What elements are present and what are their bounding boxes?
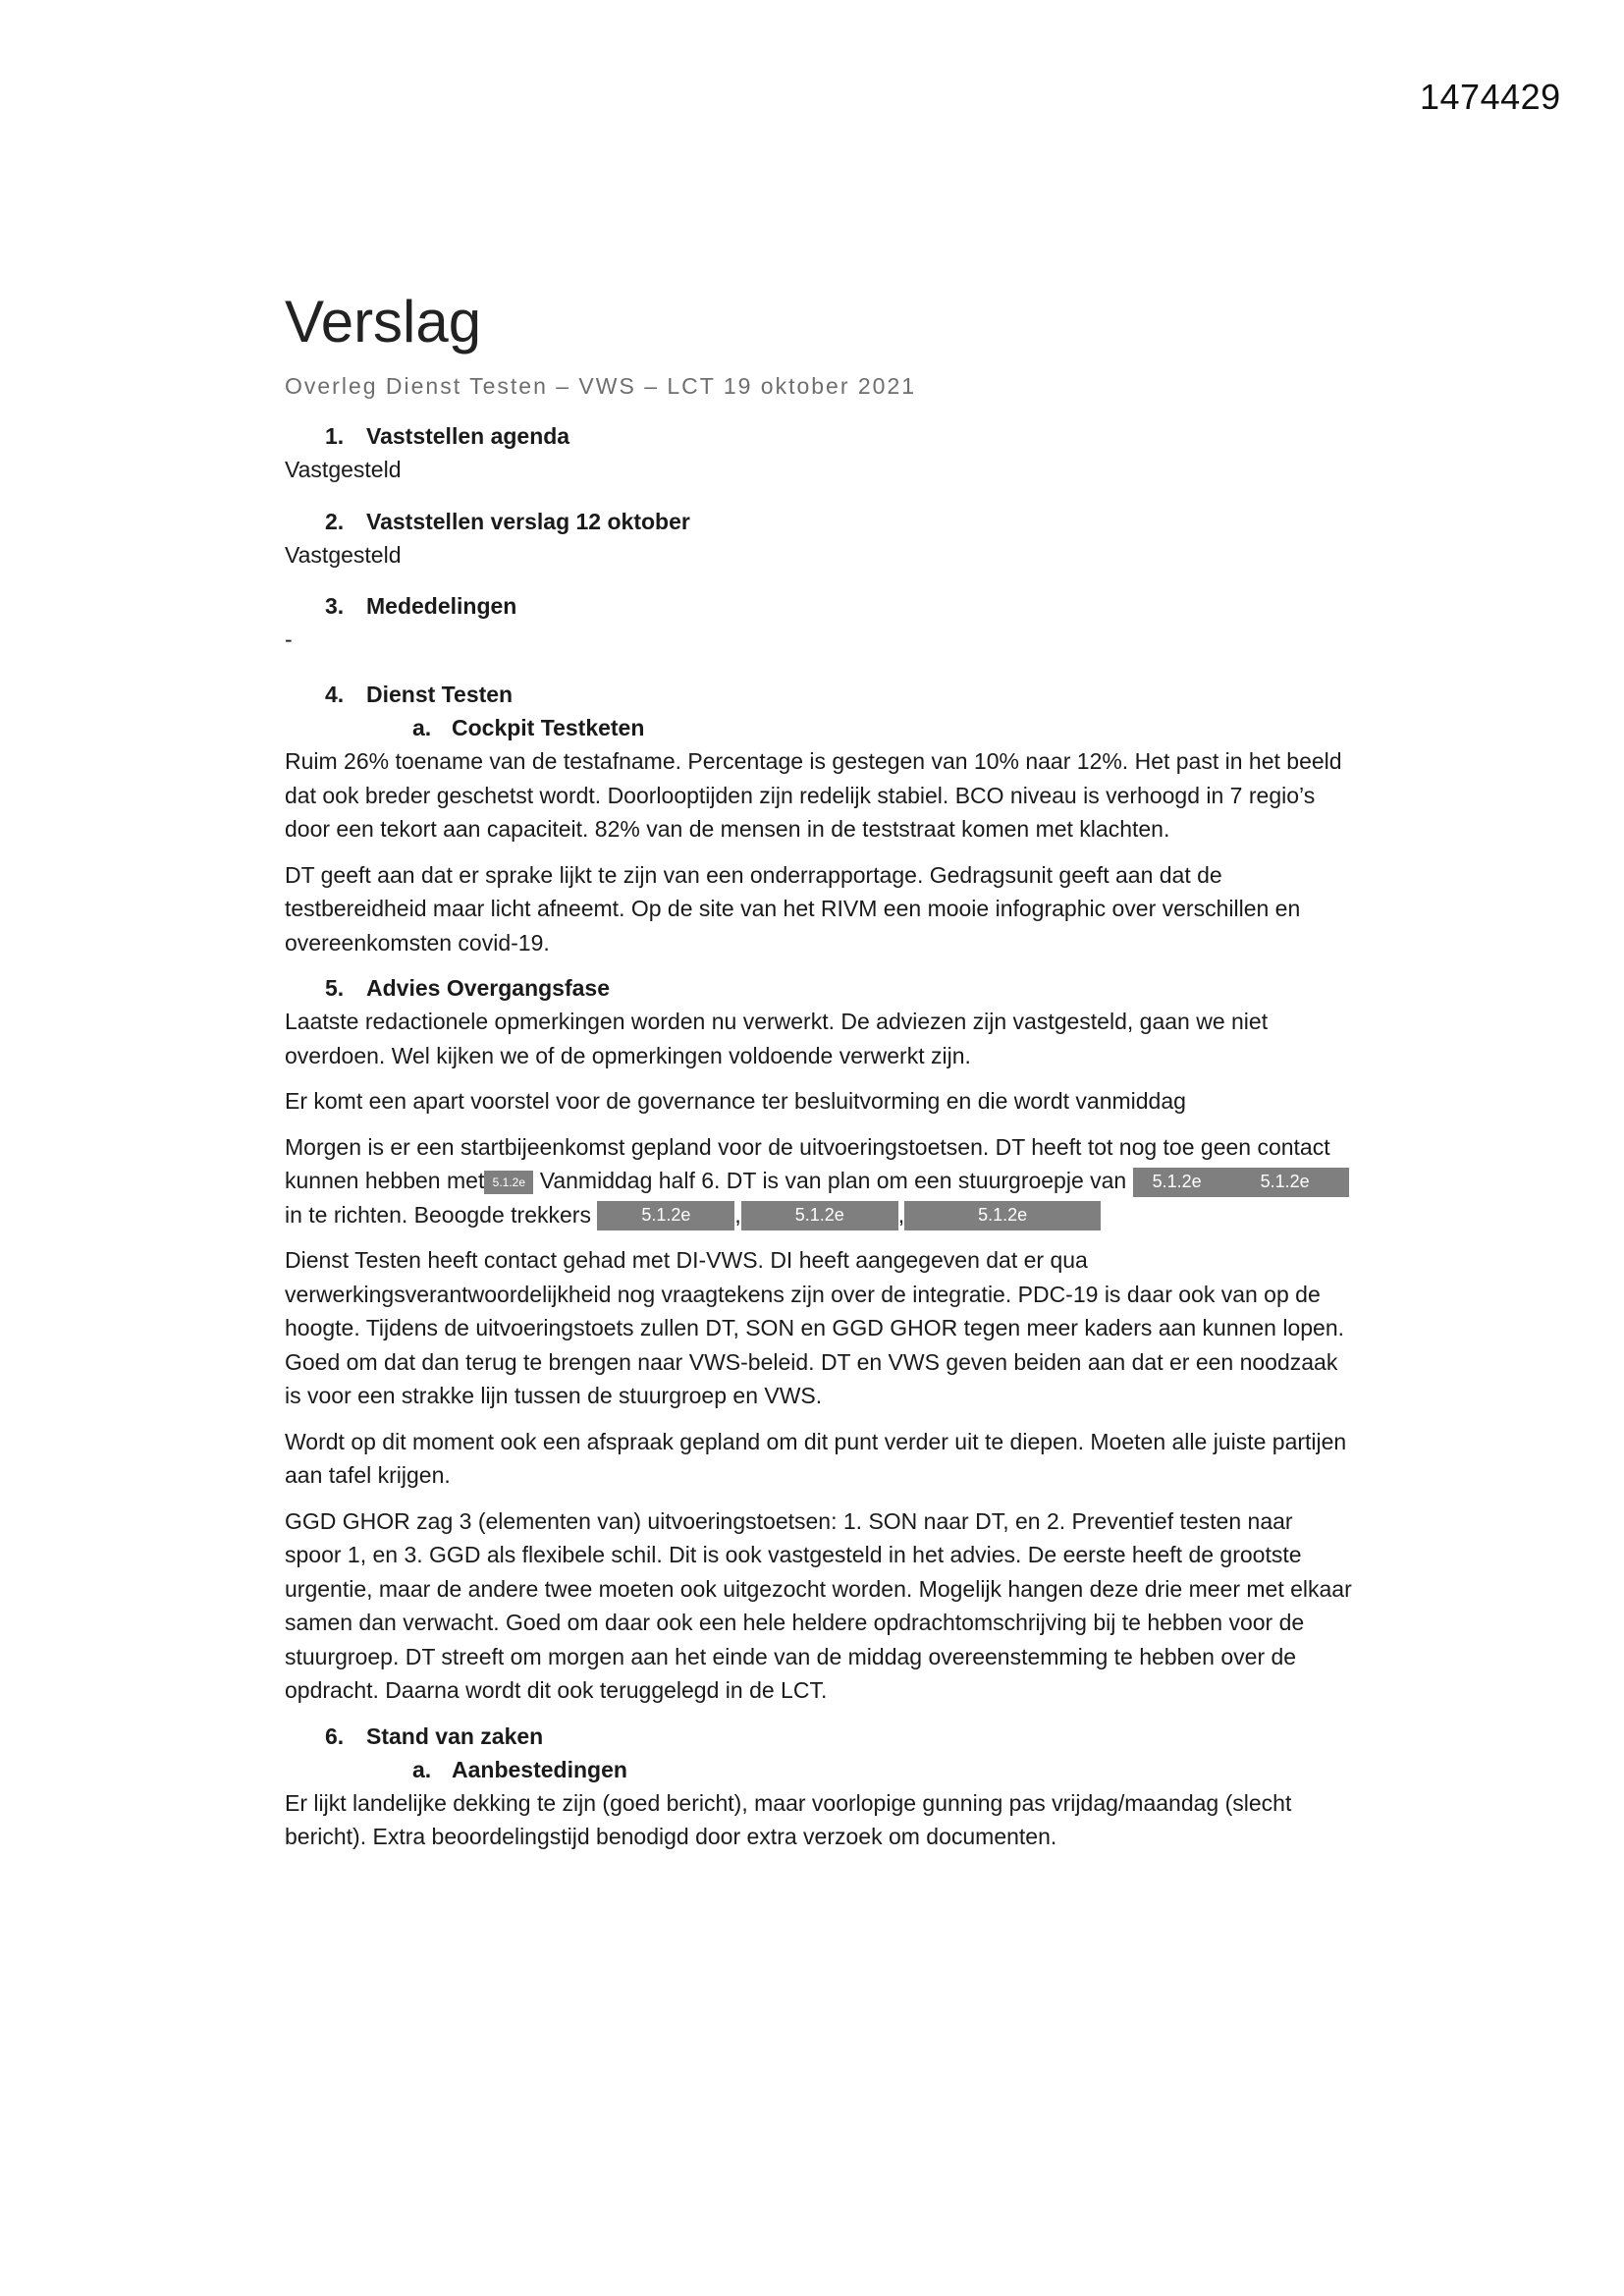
section-title: Vaststellen agenda [366,423,570,449]
redaction-box: 5.1.2e [597,1201,734,1230]
section-text: Vastgesteld [285,457,402,482]
subsection-number: a. [412,1756,432,1782]
paragraph: Er komt een apart voorstel voor de governance ter besluitvorming en die wordt vanmiddag [285,1088,1186,1114]
section-heading-4 [325,678,1355,711]
subsection-heading-4a [412,711,1355,744]
section-number: 5. [325,975,345,1001]
section-heading-2 [325,505,1355,538]
section-title: Stand van zaken [366,1722,544,1749]
section-number: 4. [325,682,345,707]
subsection-number: a. [412,715,432,740]
paragraph: DT geeft aan dat er sprake lijkt te zijn van een onderrapportage. Gedragsunit geeft aan dat de testbereidheid maar licht afneemt. Op de site van het RIVM een mooie infographic over verschillen en overeenkomsten covid-19. [285,861,1301,956]
section-heading-3 [325,589,1355,623]
subsection-heading-6a [412,1753,1355,1786]
section-number: 6. [325,1722,345,1749]
paragraph: Laatste redactionele opmerkingen worden nu verwerkt. De adviezen zijn vastgesteld, gaan we niet overdoen. Wel kijken we of de opmerkingen voldoende verwerkt zijn. [285,1009,1269,1068]
paragraph: Wordt op dit moment ook een afspraak gepland om dit punt verder uit te diepen. Moeten alle juiste partijen aan tafel krijgen. [285,1428,1347,1488]
paragraph: Dienst Testen heeft contact gehad met DI-VWS. DI heeft aangegeven dat er qua verwerkingsverantwoordelijkheid nog vraagtekens zijn over de integratie. PDC-19 is daar ook van op de hoogte. Tijdens de uitvoeringstoets zullen DT, SON en GGD GHOR tegen meer kaders aan kunnen lopen. Goed om dat dan terug te brengen naar VWS-beleid. DT en VWS geven beiden aan dat er een noodzaak is voor een strakke lijn tussen de stuurgroep en VWS. [285,1247,1345,1408]
section-number: 3. [325,593,345,619]
paragraph: Er lijkt landelijke dekking te zijn (goed bericht), maar voorlopige gunning pas vrijdag/maandag (slecht bericht). Extra beoordelingstijd benodigd door extra verzoek om documenten. [285,1789,1292,1849]
section-title: Vaststellen verslag 12 oktober [366,508,690,534]
section-number: 2. [325,508,345,534]
section-title: Mededelingen [366,593,517,619]
redaction-box: 5.1.2e [484,1171,533,1194]
redaction-box: 5.1.2e [741,1201,898,1230]
section-title: Advies Overgangsfase [366,975,611,1001]
document-body [285,287,1355,1854]
paragraph-with-redactions: Morgen is er een startbijeenkomst gepland voor de uitvoeringstoetsen. DT heeft tot nog toe geen contact kunnen hebben met 5.1.2e Vanmiddag half 6. DT is van plan om een stuurgroepje van 5.1.2e 5.1.2e in te richten. Beoogde trekkers 5.1.2e , 5.1.2e , 5.1.2e [285,1130,1355,1232]
redaction-box: 5.1.2e [904,1201,1101,1230]
section-text: - [285,627,293,652]
section-heading-5 [325,971,1355,1005]
subsection-title: Cockpit Testketen [452,715,645,740]
subsection-title: Aanbestedingen [452,1756,627,1782]
section-title: Dienst Testen [366,682,514,707]
redaction-box: 5.1.2e [1133,1168,1221,1197]
section-text: Vastgesteld [285,541,402,568]
redaction-box: 5.1.2e [1221,1168,1349,1197]
section-heading-6 [325,1720,1355,1753]
section-heading-1 [325,419,1355,453]
page-title: Verslag [285,289,482,355]
document-number: 1474429 [1420,77,1561,117]
paragraph: Ruim 26% toename van de testafname. Percentage is gestegen van 10% naar 12%. Het past in het beeld dat ook breder geschetst wordt. Doorlooptijden zijn redelijk stabiel. BCO niveau is verhoogd in 7 regio’s door een tekort aan capaciteit. 82% van de mensen in de teststraat komen met klachten. [285,748,1342,842]
section-number: 1. [325,423,345,449]
page-subtitle: Overleg Dienst Testen – VWS – LCT 19 oktober 2021 [285,373,917,399]
paragraph: GGD GHOR zag 3 (elementen van) uitvoeringstoetsen: 1. SON naar DT, en 2. Preventief testen naar spoor 1, en 3. GGD als flexibele schil. Dit is ook vastgesteld in het advies. De eerste heeft de grootste urgentie, maar de andere twee moeten ook uitgezocht worden. Mogelijk hangen deze drie meer met elkaar samen dan verwacht. Goed om daar ook een hele heldere opdrachtomschrijving bij te hebben voor de stuurgroep. DT streeft om morgen aan het einde van de middag overeenstemming te hebben over de opdracht. Daarna wordt dit ook teruggelegd in de LCT. [285,1507,1352,1703]
